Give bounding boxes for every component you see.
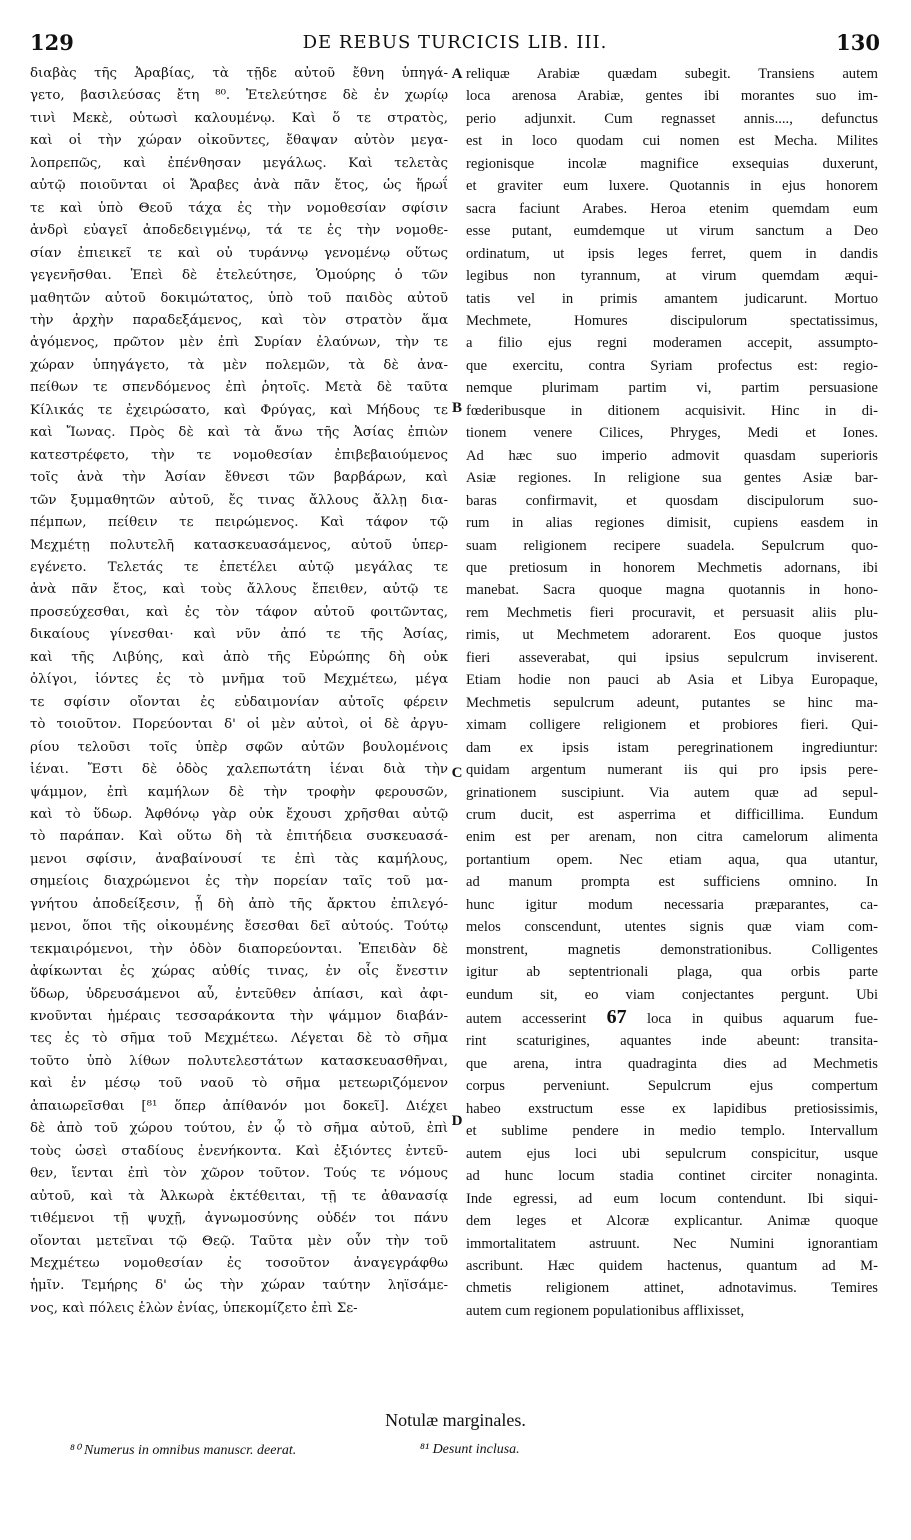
latin-text-line: loca arenosa Arabiæ, gentes ibi morantes suo im- — [466, 88, 878, 105]
greek-text-line: αὐτοῦ, καὶ τὰ Ἀλκωρὰ ἐκτέθειται, τῇ τε ἀθανασίᾳ — [30, 1188, 448, 1204]
latin-text-line: et sublime pendere in medio templo. Intervallum — [466, 1123, 878, 1140]
latin-text-line: et graviter eum luxere. Quotannis in ejus honorem — [466, 178, 878, 195]
greek-text-line: ἀφίκωνται ἐς χώρας αὐθίς τινας, ἐν οἷς ἔνεστιν — [30, 964, 448, 980]
latin-text-line: dam ex ipsis istam peregrinationem ingrediuntur: — [466, 739, 878, 756]
latin-text-line: crum ducit, est asperrima et difficillima. Eundum — [466, 806, 878, 823]
greek-text-line: τοῦτο ὑπὸ λίθων πολυτελεστάτων κατασκευασθῆναι, — [30, 1053, 448, 1069]
latin-text-line: habeo exstructum esse ex lapidibus pretiosissimis, — [466, 1100, 878, 1117]
greek-text-line: καὶ οἱ τὴν χώραν οἰκοῦντες, ἔθαψαν αὐτὸν μεγα- — [30, 133, 448, 149]
latin-text-line: portantium opem. Nec etiam aqua, qua utantur, — [466, 851, 878, 868]
latin-text-line: tionem venere Cilices, Phryges, Medi et Iones. — [466, 425, 878, 442]
latin-text-line: Ad hæc suo imperio admovit quasdam superioris — [466, 447, 878, 464]
latin-text-column — [466, 63, 878, 1322]
notes-title: Notulæ marginales. — [385, 1410, 526, 1430]
latin-text-line: est in loco quodam cui nomen est Mecha. Milites — [466, 133, 878, 150]
greek-text-line: διαβὰς τῆς Ἀραβίας, τὰ τῇδε αὐτοῦ ἔθνη ὑπηγά- — [30, 66, 448, 81]
greek-text-line: γνήτου ἀποδείξεσιν, ᾗ δὴ ἀπὸ τῆς ἄρκτου ἐπιλεγό- — [30, 896, 448, 912]
greek-text-line: τε καὶ ὑπὸ Θεοῦ τάχα ἐς τὴν νομοθεσίαν σφίσιν — [30, 200, 448, 216]
greek-text-line: μενοι, ὅποι τῆς οἰκουμένης ἔσεσθαι δεῖ αὐτούς. Τούτῳ — [30, 919, 448, 935]
inline-page-marker: 67 — [606, 1006, 627, 1029]
latin-text-line: quidam argentum numerant iis qui pro ipsis pere- — [466, 762, 878, 779]
latin-text-line: fœderibusque in ditionem acquisivit. Hinc in di- — [466, 402, 878, 419]
latin-text-line: legibus non tyrannum, at virum quemdam æqui- — [466, 268, 878, 285]
greek-text-line: γεγενῆσθαι. Ἐπεὶ δὲ ἐτελεύτησε, Ὁμούρης ὁ τῶν — [30, 268, 448, 284]
latin-text-line: reliquæ Arabiæ quædam subegit. Transiens autem — [466, 66, 878, 82]
latin-text-line: Inde egressi, ad eum locum contendunt. Ibi siqui- — [466, 1190, 878, 1207]
latin-text-line: ordinatum, ut ipsis leges ferret, quem in dandis — [466, 245, 878, 262]
greek-text-line: Κίλικάς τε ἐχειρώσατο, καὶ Φρύγας, καὶ Μήδους τε — [30, 402, 448, 418]
latin-text-line: baras confirmavit, et quosdam discipulorum suo- — [466, 492, 878, 509]
latin-text-line: suam religionem recipere suadela. Sepulcrum quo- — [466, 537, 878, 554]
greek-text-line: ὕδωρ, ὑδρευσάμενοι αὖ, ἐντεῦθεν ἀπίασι, καὶ ἀφι- — [30, 986, 448, 1002]
greek-text-line: εγένετο. Τελετάς τε ἐπετέλει αὐτῷ μεγάλας τε — [30, 559, 448, 575]
greek-text-line: καὶ ἐν μέσῳ τοῦ ναοῦ τὸ σῆμα μετεωριζόμενον — [30, 1076, 448, 1092]
running-title: DE REBUS TURCICIS LIB. III. — [302, 32, 608, 53]
latin-text-line: rint scaturigines, aquantes inde abeunt: transita- — [466, 1033, 878, 1050]
latin-text-line: hunc igitur modum necessaria præparantes, ca- — [466, 896, 878, 913]
greek-text-line: μενοι σφίσιν, ἀναβαίνουσί τε ἐπὶ τὰς καμήλους, — [30, 851, 448, 867]
greek-text-line: θεν, ἴενται ἐπὶ τὸν χῶρον τοῦτον. Τούς τε νόμους — [30, 1166, 448, 1182]
greek-text-column — [30, 63, 448, 1320]
greek-text-line: τὸ τοιοῦτον. Πορεύονται δ' οἱ μὲν αὐτοὶ, οἱ δὲ ἀργυ- — [30, 717, 448, 733]
latin-text-line: que exercitu, contra Syriam profectus est: regio- — [466, 357, 878, 374]
footnote-81: ⁸¹ Desunt inclusa. — [420, 1442, 520, 1457]
greek-text-line: ἀνδρὶ εὐαγεῖ ἀποδεδειγμένῳ, τά τε ἐς τὴν νομοθε- — [30, 223, 448, 239]
latin-text-line: sacra faciunt Arabes. Heroa etenim quemdam eum — [466, 200, 878, 217]
latin-text-line: dem leges et Alcoræ explicantur. Animæ quoque — [466, 1213, 878, 1230]
latin-text-line: Mechmetis sepulcrum adeunt, putantes se hinc ma- — [466, 694, 878, 711]
greek-text-line: ἀγόμενος, πρῶτον μὲν ἐπὶ Συρίαν ἐλαύνων, τὴν τε — [30, 335, 448, 351]
latin-text-line: grinationem suscipiunt. Via autem quæ ad sepul- — [466, 784, 878, 801]
greek-text-line: ἀπαιωρεῖσθαι [⁸¹ ὅπερ ἀπίθανόν μοι δοκεῖ]. Διέχει — [30, 1098, 448, 1114]
latin-text-line: manebat. Sacra quoque magna quotannis in hono- — [466, 582, 878, 599]
greek-text-line: μαθητῶν αὐτοῦ δοκιμώτατος, ὑπὸ τοῦ παιδὸς αὐτοῦ — [30, 290, 448, 306]
latin-text-line: fieri asseverabat, qui ipsius sepulcrum inviserent. — [466, 649, 878, 666]
latin-text-line: igitur ab septentrionali plaga, qua orbis parte — [466, 964, 878, 981]
greek-text-line: τὸ παράπαν. Καὶ οὕτω δὴ τὰ ἐπιτήδεια συσκευασά- — [30, 829, 448, 845]
greek-text-line: τεκμαιρόμενοι, τὴν ὁδὸν διαπορεύονται. Ἐπειδὰν δὲ — [30, 941, 448, 957]
greek-text-line: τινὶ Μεκὲ, οὑτωσὶ καλουμένῳ. Καὶ ὅ τε στρατὸς, — [30, 110, 448, 126]
latin-text-line: ascribunt. Hæc quidem hactenus, quantum ad M- — [466, 1258, 878, 1275]
greek-text-line: λοπρεπῶς, καὶ ἐπένθησαν μεγάλως. Καὶ τελετὰς — [30, 155, 448, 171]
latin-text-line: corpus perveniunt. Sepulcrum ejus compertum — [466, 1078, 878, 1095]
latin-text-line: que arena, intra quadraginta dies ad Mechmetis — [466, 1055, 878, 1072]
latin-text-line: autem ejus loci ubi sepulcrum conspicitur, usque — [466, 1145, 878, 1162]
greek-text-line: τες ἐς τὸ σῆμα τοῦ Μεχμέτεω. Λέγεται δὲ τὸ σῆμα — [30, 1031, 448, 1047]
greek-text-line: τιθέμενοι τῇ ψυχῇ, ἀγνωμοσύνης οὐδέν τοι πάνυ — [30, 1211, 448, 1227]
latin-text-line: monstrent, magnetis demonstrationibus. Colligentes — [466, 941, 878, 958]
latin-text-line: enim est per arenam, non citra camelorum alimenta — [466, 829, 878, 846]
margin-marker-b: B — [451, 400, 462, 416]
greek-text-line: καὶ τὸ ὕδωρ. Ἀφθόνῳ γὰρ οὐκ ἔχουσι χρῆσθαι αὐτῷ — [30, 806, 448, 822]
latin-text-line: Etiam hodie non pauci ab Asia et Libya Europaque, — [466, 672, 878, 689]
greek-text-line: κατεστρέφετο, τὴν τε νομοθεσίαν ἐπιβεβαιούμενος — [30, 447, 448, 463]
greek-text-line: ἡμῖν. Τεμήρης δ' ὡς τὴν χώραν ταύτην ληϊσάμε- — [30, 1278, 448, 1294]
latin-text-line: nemque plurimam partim vi, partim persuasione — [466, 380, 878, 397]
greek-text-line: πείθων τε σπενδόμενος ἐπὶ ῥητοῖς. Μετὰ δὲ ταῦτα — [30, 380, 448, 396]
latin-text-line: autem accesserint 67 loca in quibus aquarum fue- — [466, 1006, 879, 1029]
footnote-80: ⁸⁰ Numerus in omnibus manuscr. deerat. — [70, 1443, 297, 1458]
greek-text-line: αὐτῷ ποιοῦνται οἱ Ἄραβες ἀνὰ πᾶν ἔτος, ὡς ἥρωΐ — [30, 178, 448, 194]
latin-text-line: Mechmete, Homures discipulorum spectatissimus, — [466, 312, 878, 329]
greek-text-line: σημείοις διαχρώμενοι ἐς τὴν πορείαν ταῖς τοῦ μα- — [30, 874, 448, 890]
latin-text-line: immortalitatem astruunt. Nec Numini ignorantiam — [466, 1235, 878, 1252]
greek-text-line: χώραν ὑπηγάγετο, τὰ μὲν πολεμῶν, τὰ δὲ ἀνα- — [30, 357, 448, 373]
greek-text-line: τοῖς ἀνὰ τὴν Ἀσίαν ἔθνεσι τῶν βαρβάρων, καὶ — [30, 470, 448, 486]
latin-text-line: ad manum prompta est sufficiens omnino. In — [466, 874, 878, 891]
latin-text-line: perio adjunxit. Cum regnasset annis...., defunctus — [466, 110, 878, 127]
greek-text-line: δὲ ἀπὸ τοῦ χώρου τούτου, ἐν ᾧ τὸ σῆμα αὐτοῦ, ἐπὶ — [30, 1121, 448, 1137]
greek-text-line: τὴν ἀρχὴν παραδεξάμενος, καὶ τὸν στρατὸν ἅμα — [30, 312, 448, 328]
greek-text-line: Μεχμέτεω νομοθεσίαν ἐς τοσοῦτον ἀναγεγράφθω — [30, 1256, 448, 1272]
greek-text-line: ὀλίγοι, ἰόντες ἐς τὸ μνῆμα τοῦ Μεχμέτεω, μέγα — [30, 672, 448, 688]
page-header — [30, 30, 880, 60]
greek-text-line: δικαίους γίνεσθαι· καὶ νῦν ἀπό τε τῆς Ἀσίας, — [30, 627, 448, 643]
latin-text-line: chmetis religionem attinet, adnotavimus. Temires — [466, 1280, 878, 1297]
greek-text-line: ρίου τελοῦσι τοῖς ὑπὲρ σφῶν αὐτῶν βουλομένοις — [30, 739, 448, 755]
latin-text-line: tatis vel in primis amantem judicarunt. Mortuo — [466, 290, 878, 307]
margin-marker-d: D — [451, 1113, 463, 1129]
greek-text-line: γετο, βασιλεύσας ἔτη ⁸⁰. Ἐτελεύτησε δὲ ἐν χωρίῳ — [30, 88, 448, 104]
greek-text-line: ψάμμον, ἐπὶ καμήλων δὲ τὴν τροφὴν φερουσῶν, — [30, 784, 448, 800]
latin-text-line: rem Mechmetis fieri procuravit, et persuasit aliis plu- — [466, 604, 878, 621]
page-number-right: 130 — [836, 30, 880, 55]
latin-text-line: eundum sit, eo viam conjectantes pergunt. Ubi — [466, 986, 878, 1003]
greek-text-line: ἀνὰ πᾶν ἔτος, καὶ τοὺς ἄλλους ἔπειθεν, αὐτῷ τε — [30, 582, 448, 598]
latin-text-line: autem cum regionem populationibus afflixisset, — [466, 1302, 745, 1319]
greek-text-line: σίαν ἐπιεικεῖ τε καὶ οὐ τυράννῳ γενομένῳ οὕτως — [30, 245, 448, 261]
greek-text-line: κνοῦνται ἡμέραις τεσσαράκοντα τὴν ψάμμον διαβάν- — [30, 1009, 448, 1025]
margin-marker-a: A — [451, 66, 463, 82]
page-number-left: 129 — [30, 30, 74, 55]
margin-marker-c: C — [451, 765, 463, 781]
greek-text-line: τε σφίσιν οἴονται ἐς εὐδαιμονίαν αὐτοῖς φέρειν — [30, 694, 448, 710]
latin-text-line: que pretiosum in honorem Mechmetis adornans, ibi — [466, 559, 878, 576]
latin-text-line: melos conscendunt, utentes signis quæ viam com- — [466, 919, 878, 936]
latin-text-line: regionisque incolæ magnifice exsequias duxerunt, — [466, 155, 878, 172]
greek-text-line: ἰέναι. Ἔστι δὲ ὁδὸς χαλεπωτάτη ἰέναι διὰ τὴν — [30, 762, 448, 778]
latin-text-line: a filio ejus regni moderamen accepit, assumpto- — [466, 335, 878, 352]
latin-text-line: ad hunc locum stadia continet circiter nonaginta. — [466, 1168, 878, 1185]
latin-text-line: esse putant, eumdemque ut virum sanctum a Deo — [466, 223, 878, 240]
greek-text-line: οἴονται μετεῖναι τῷ Θεῷ. Ταῦτα μὲν οὖν τὴν τοῦ — [30, 1233, 448, 1249]
greek-text-line: νος, καὶ πόλεις ἑλὼν ἐνίας, ὑπεκομίζετο ἐπὶ Σε- — [30, 1300, 358, 1316]
latin-text-line: rum in alias regiones dimisit, cupiens easdem in — [466, 515, 878, 532]
latin-text-line: rimis, ut Mechmetem adorarent. Eos quoque justos — [466, 627, 878, 644]
greek-text-line: καὶ τῆς Λιβύης, καὶ ἀπὸ τῆς Εὐρώπης δὴ οὐκ — [30, 649, 448, 665]
latin-text-line: Asiæ regiones. In religione sua gentes Asiæ bar- — [466, 470, 878, 487]
greek-text-line: τῶν ξυμμαθητῶν αὐτοῦ, ἔς τινας ἄλλους ἄλλῃ δια- — [30, 492, 448, 508]
greek-text-line: καὶ Ἴωνας. Πρὸς δὲ καὶ τὰ ἄνω τῆς Ἀσίας ἐπιὼν — [30, 425, 448, 441]
greek-text-line: Μεχμέτῃ πολυτελῆ κατασκευασάμενος, αὐτοῦ ὑπερ- — [30, 537, 448, 553]
greek-text-line: τοὺς ὡσεὶ σταδίους ἐνενήκοντα. Καὶ ἐξιόντες ἐντεῦ- — [30, 1143, 448, 1159]
latin-text-line: ximam colligere religionem et probiores fieri. Qui- — [466, 717, 878, 734]
greek-text-line: προσεύχεσθαι, καὶ ἐς τὸν τάφον αὐτοῦ φοιτῶντας, — [30, 604, 448, 620]
greek-text-line: πέμπων, πείθειν τε πειρώμενος. Καὶ τάφον τῷ — [30, 515, 448, 531]
